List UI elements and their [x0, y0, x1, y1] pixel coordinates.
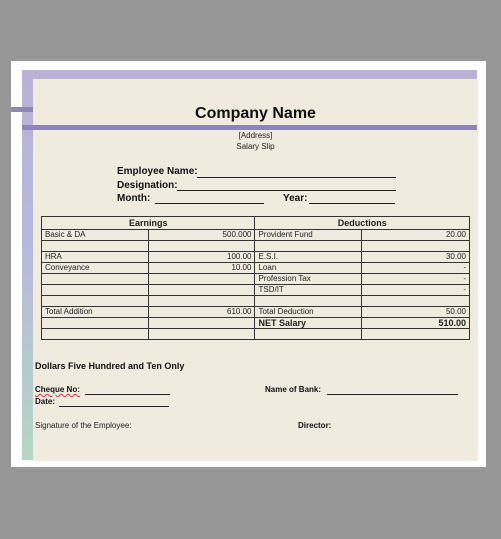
- table-row: [42, 307, 470, 318]
- bank-label: Name of Bank:: [265, 385, 322, 394]
- earnings-value-cell: 610.00: [148, 307, 255, 318]
- table-row: [42, 252, 470, 263]
- earnings-value-cell: 500.000: [148, 230, 255, 241]
- earnings-value-cell: 10.00: [148, 263, 255, 274]
- table-row: [42, 274, 470, 285]
- company-name: Company Name: [195, 105, 316, 122]
- month-label: Month:: [117, 193, 151, 204]
- earnings-label-cell: Conveyance: [42, 263, 149, 274]
- earnings-label-cell: [42, 329, 149, 340]
- employee-name-label: Employee Name:: [117, 166, 198, 177]
- deductions-label-cell: Loan: [255, 263, 362, 274]
- salary-table: [41, 216, 470, 340]
- cheque-text: Cheque No:: [35, 385, 80, 394]
- earnings-value-cell: 100.00: [148, 252, 255, 263]
- company-address: [Address]: [238, 131, 273, 140]
- deductions-value-cell: -: [362, 274, 470, 285]
- table-row: [42, 285, 470, 296]
- date-label: Date:: [35, 397, 56, 406]
- earnings-header: Earnings: [42, 217, 255, 230]
- deductions-value-cell: 510.00: [362, 318, 470, 329]
- designation-label: Designation:: [117, 180, 178, 191]
- deductions-value-cell: 20.00: [362, 230, 470, 241]
- deductions-value-cell: -: [362, 285, 470, 296]
- earnings-label-cell: [42, 296, 149, 307]
- amount-in-words: Dollars Five Hundred and Ten Only: [35, 361, 185, 371]
- deductions-label-cell: Provident Fund: [255, 230, 362, 241]
- deductions-value-cell: [362, 296, 470, 307]
- table-row: [42, 329, 470, 340]
- director-label: Director:: [298, 421, 332, 430]
- deductions-label-cell: E.S.I.: [255, 252, 362, 263]
- table-row: [42, 230, 470, 241]
- deductions-label-cell: Profession Tax: [255, 274, 362, 285]
- earnings-value-cell: [148, 318, 255, 329]
- designation-line[interactable]: [177, 190, 396, 191]
- company-address-block: [33, 130, 478, 152]
- earnings-label-cell: [42, 241, 149, 252]
- table-row: [42, 296, 470, 307]
- cheque-line[interactable]: [85, 394, 170, 395]
- deductions-label-cell: [255, 296, 362, 307]
- document-title: Salary Slip: [236, 142, 275, 151]
- earnings-label-cell: HRA: [42, 252, 149, 263]
- year-line[interactable]: [309, 203, 395, 204]
- employee-name-line[interactable]: [197, 177, 396, 178]
- year-label: Year:: [283, 193, 308, 204]
- table-row: [42, 263, 470, 274]
- deductions-label-cell: NET Salary: [255, 318, 362, 329]
- earnings-value-cell: [148, 274, 255, 285]
- earnings-label-cell: [42, 274, 149, 285]
- table-row: [42, 318, 470, 329]
- deductions-label-cell: [255, 241, 362, 252]
- deductions-value-cell: [362, 241, 470, 252]
- earnings-value-cell: [148, 296, 255, 307]
- cheque-label: [35, 385, 80, 394]
- deductions-label-cell: TSD/IT: [255, 285, 362, 296]
- deductions-value-cell: -: [362, 263, 470, 274]
- deductions-label-cell: [255, 329, 362, 340]
- earnings-value-cell: [148, 241, 255, 252]
- deductions-value-cell: 50.00: [362, 307, 470, 318]
- deductions-label-cell: Total Deduction: [255, 307, 362, 318]
- document-page: [11, 61, 486, 467]
- table-row: [42, 241, 470, 252]
- frame-overlay: [22, 70, 477, 460]
- deductions-value-cell: 30.00: [362, 252, 470, 263]
- deductions-header: Deductions: [255, 217, 470, 230]
- earnings-label-cell: Basic & DA: [42, 230, 149, 241]
- earnings-label-cell: [42, 318, 149, 329]
- earnings-value-cell: [148, 329, 255, 340]
- signature-label: Signature of the Employee:: [35, 421, 132, 430]
- slip-sheet: [33, 79, 478, 461]
- earnings-label-cell: [42, 285, 149, 296]
- date-line[interactable]: [59, 406, 169, 407]
- deductions-value-cell: [362, 329, 470, 340]
- bank-line[interactable]: [327, 394, 458, 395]
- month-line[interactable]: [155, 203, 264, 204]
- earnings-value-cell: [148, 285, 255, 296]
- earnings-label-cell: Total Addition: [42, 307, 149, 318]
